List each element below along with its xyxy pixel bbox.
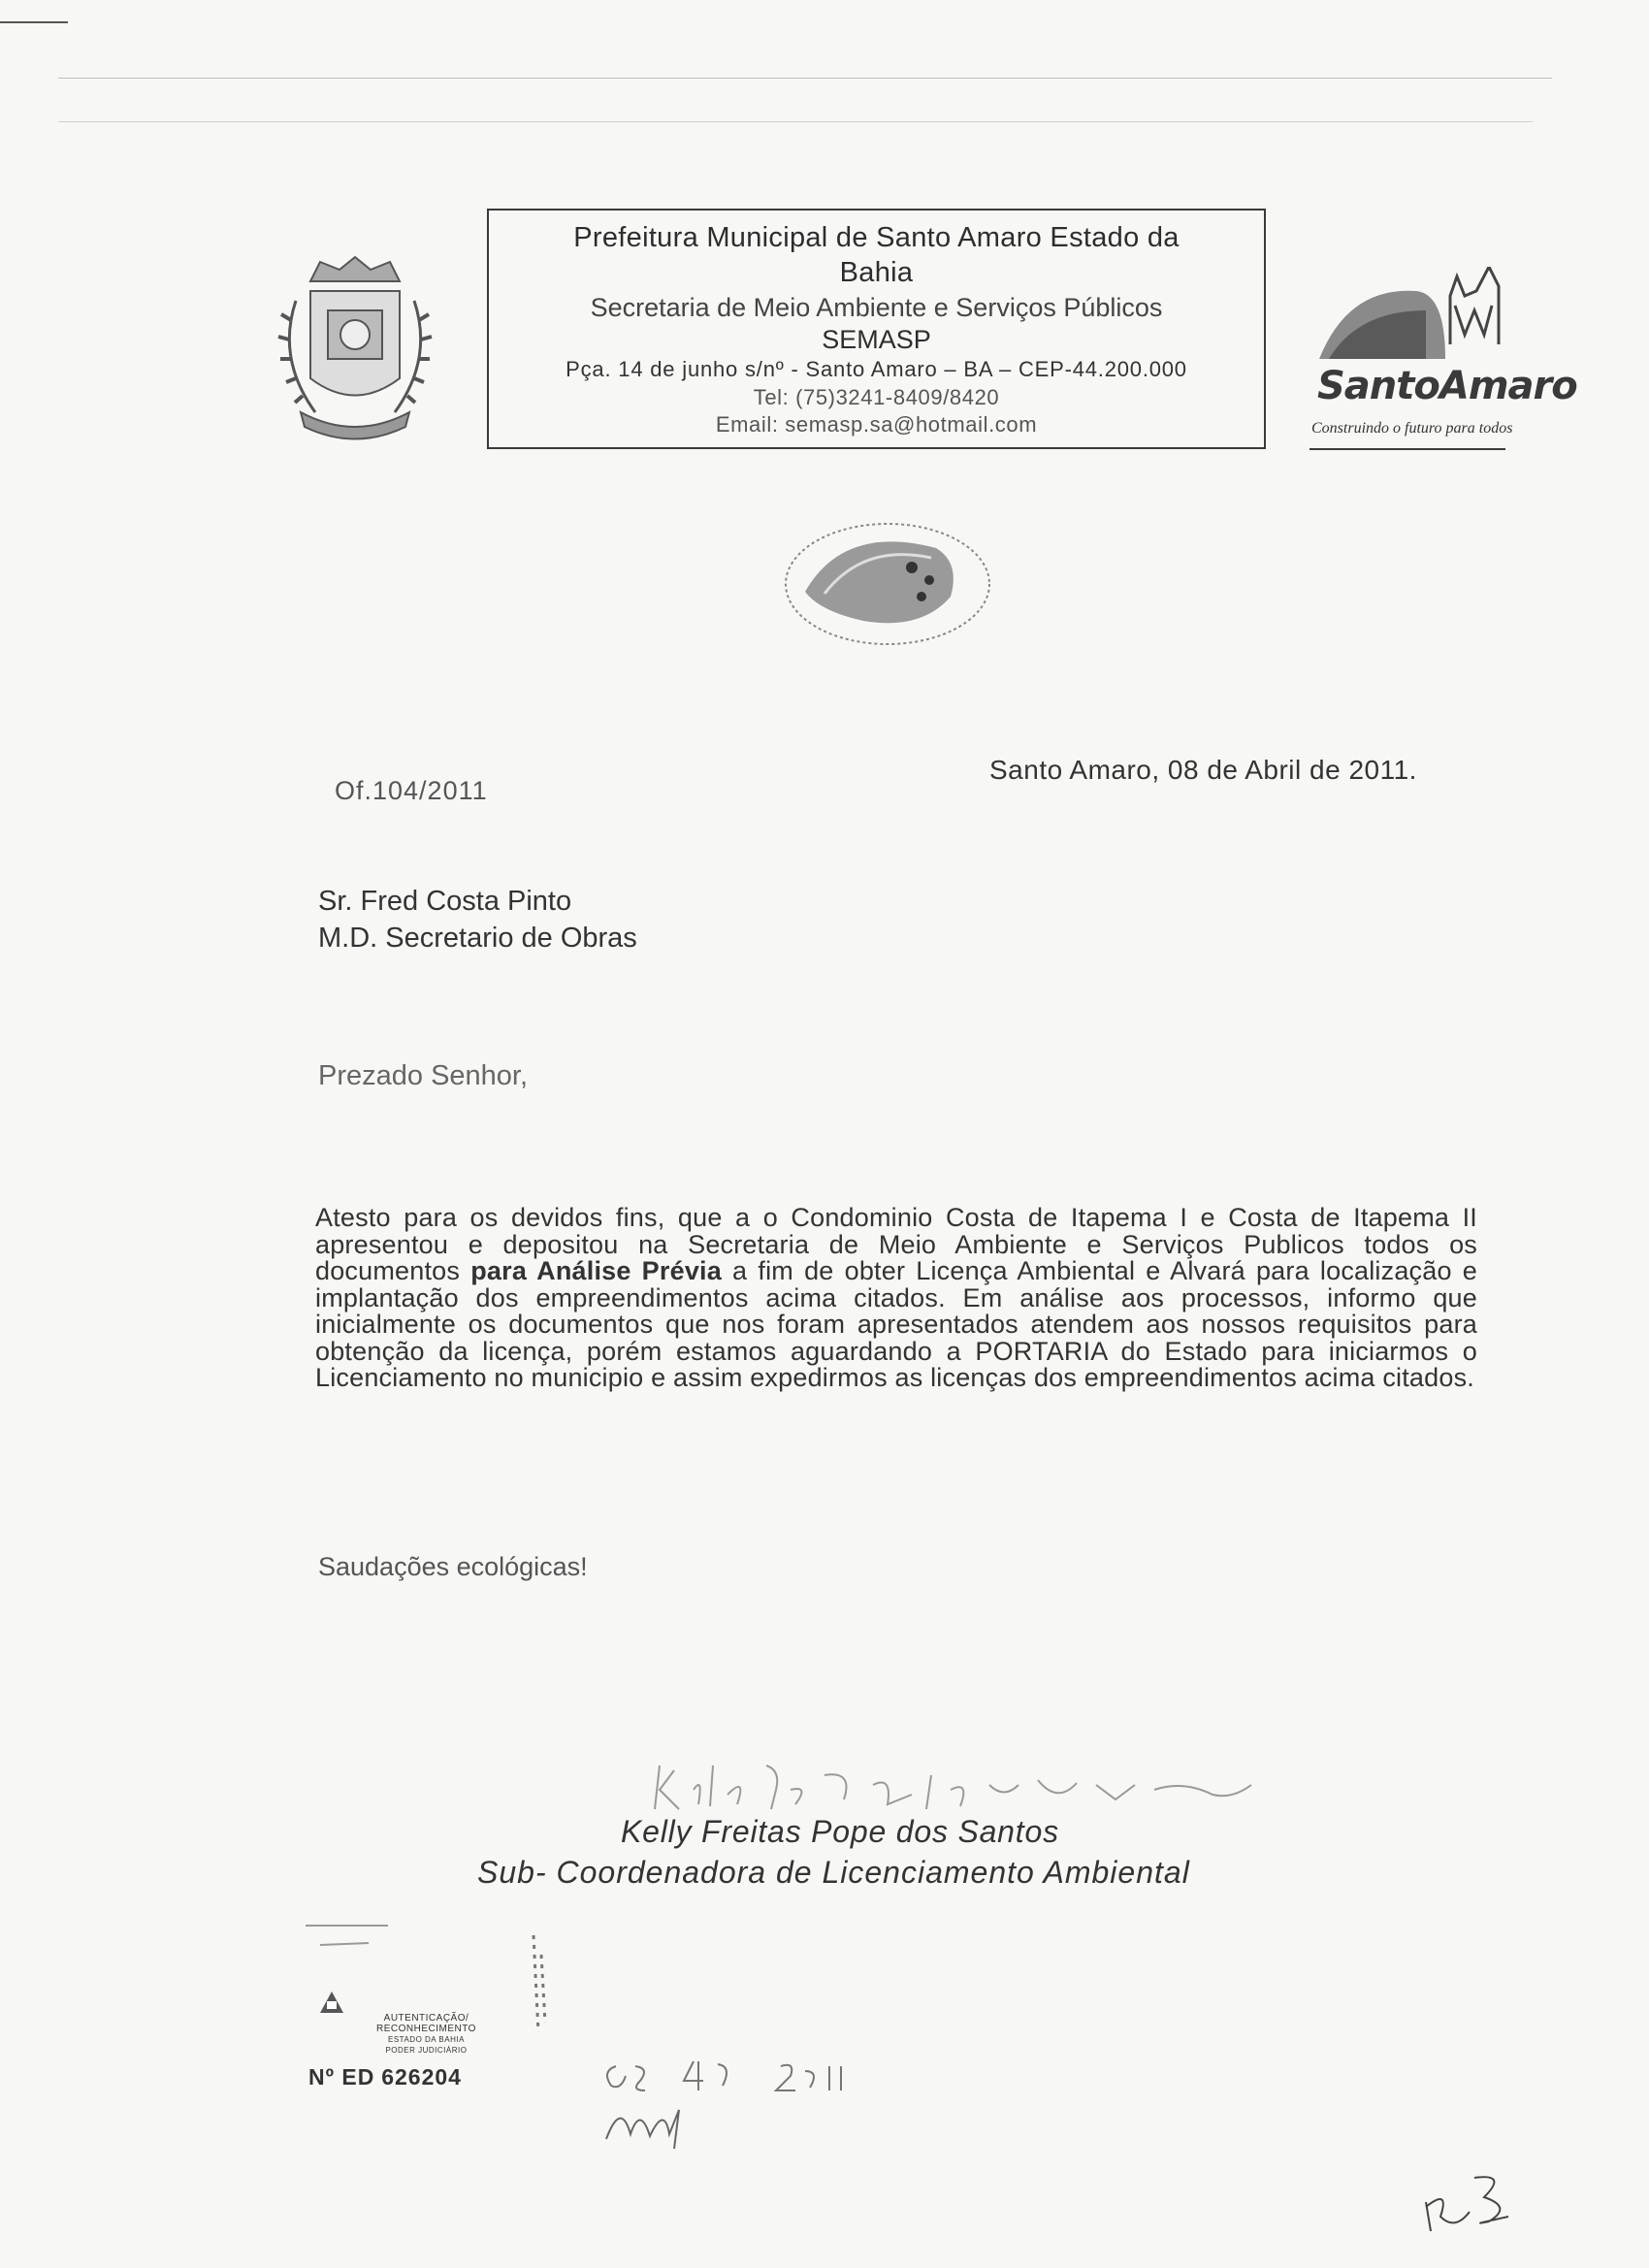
signatory-name: Kelly Freitas Pope dos Santos (621, 1814, 1059, 1849)
closing-line: Saudações ecológicas! (318, 1552, 588, 1581)
stamp-number (308, 2064, 462, 2090)
letterhead-acronym: SEMASP (822, 325, 931, 354)
scan-edge-line (58, 121, 1533, 122)
letter-reference: Of.104/2011 (335, 776, 488, 805)
stamp-text-3: ESTADO DA BAHIA (388, 2035, 465, 2044)
recipient-block (318, 883, 637, 956)
signatory-title: Sub- Coordenadora de Licenciamento Ambiental (477, 1855, 1190, 1890)
recipient-name: Sr. Fred Costa Pinto (318, 886, 572, 917)
scan-edge-line (58, 78, 1552, 79)
handwritten-date-and-initials (587, 2047, 897, 2154)
handwritten-initials (1416, 2163, 1533, 2241)
letterhead-email: Email: semasp.sa@hotmail.com (715, 412, 1038, 437)
logo-brand-text: SantoAmaro (1317, 364, 1577, 408)
letterhead-line-1: Prefeitura Municipal de Santo Amaro Estado da (573, 222, 1180, 253)
logo-underline (1310, 448, 1505, 450)
body-text-bold: para Análise Prévia (470, 1256, 722, 1285)
greeting: Prezado Senhor, (318, 1060, 529, 1091)
stamp-text-2: RECONHECIMENTO (376, 2024, 476, 2034)
stamp-text-block (376, 2013, 476, 2056)
stamp-number-label: Nº ED (308, 2064, 375, 2090)
letterhead-phone: Tel: (75)3241-8409/8420 (753, 385, 1000, 409)
handwritten-signature (621, 1746, 1261, 1824)
department-seal-icon (776, 514, 999, 655)
stamp-number-value: 626204 (381, 2064, 462, 2090)
letterhead-address: Pça. 14 de junho s/nº - Santo Amaro – BA – CEP-44.200.000 (566, 357, 1187, 381)
stamp-text-4: PODER JUDICIÁRIO (385, 2046, 468, 2055)
letterhead-box (487, 209, 1266, 449)
body-text-part-1: Atesto para os devidos fins, que a o Condominio Costa de Itapema I e Costa de Itapema II apresentou e depositou na Secretaria de Meio Ambiente e Serviços Publicos todos os documentos (315, 1203, 1477, 1285)
letterhead-secretariat: Secretaria de Meio Ambiente e Serviços Públicos (590, 293, 1163, 322)
logo-tagline: Construindo o futuro para todos (1311, 420, 1513, 437)
letter-body (315, 1205, 1477, 1392)
body-text-part-2: a fim de obter Licença Ambiental e Alvará para localização e implantação dos empreendimentos acima citados. Em análise aos processos, informo que inicialmente os documentos que nos foram apresentados atendem aos nossos requisitos para obtenção da licença, porém estamos aguardando a PORTARIA do Estado para iniciarmos o Licenciamento no municipio e assim expedirmos as licenças dos empreendimentos acima citados. (315, 1256, 1477, 1392)
letter-date: Santo Amaro, 08 de Abril de 2011. (989, 755, 1417, 785)
municipal-crest-icon (272, 243, 438, 446)
scan-edge-line (0, 21, 68, 23)
santo-amaro-logo (1310, 267, 1577, 461)
recipient-title: M.D. Secretario de Obras (318, 923, 637, 954)
letterhead-line-2: Bahia (839, 257, 914, 288)
stamp-text-1: AUTENTICAÇÃO/ (383, 2013, 469, 2024)
